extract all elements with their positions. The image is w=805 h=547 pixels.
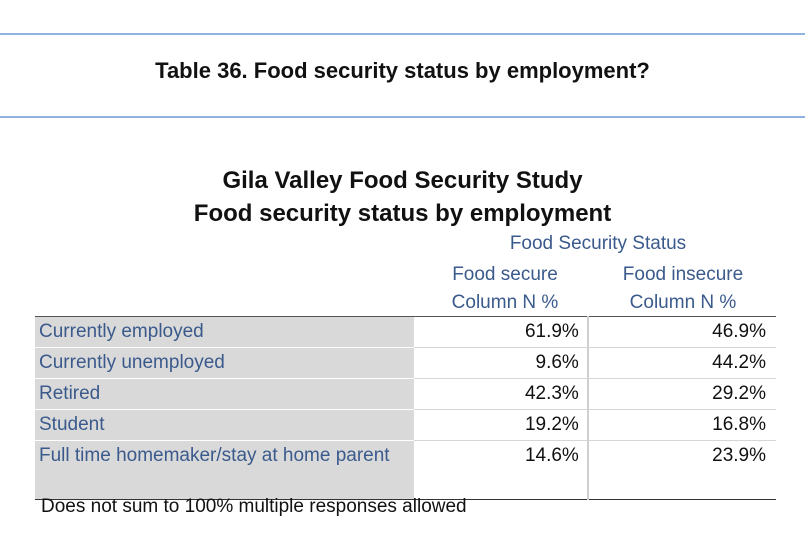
top-divider <box>0 33 805 35</box>
cell-food-insecure: 46.9% <box>588 317 776 348</box>
table-footnote: Does not sum to 100% multiple responses allowed <box>41 496 467 517</box>
cell-food-secure: 19.2% <box>414 410 587 441</box>
table-caption: Table 36. Food security status by employment? <box>155 58 650 83</box>
table-row <box>35 317 776 348</box>
column-sublabel: Column N % <box>451 292 559 313</box>
row-label: Retired <box>35 379 414 410</box>
column-header-food-insecure <box>591 261 775 317</box>
study-title <box>0 164 805 230</box>
table-row <box>35 410 776 441</box>
column-sublabel: Column N % <box>629 292 737 313</box>
row-label: Currently employed <box>35 317 414 348</box>
bottom-divider <box>0 116 805 118</box>
cell-food-secure: 14.6% <box>414 441 587 500</box>
table-row <box>35 379 776 410</box>
cell-food-secure: 61.9% <box>414 317 587 348</box>
column-header-food-secure <box>420 261 590 317</box>
column-label: Food secure <box>452 264 558 285</box>
crosstab-table <box>35 316 776 500</box>
cell-food-secure: 9.6% <box>414 348 587 379</box>
cell-food-insecure: 16.8% <box>588 410 776 441</box>
group-header: Food Security Status <box>509 233 687 254</box>
table-row <box>35 441 776 500</box>
row-label: Student <box>35 410 414 441</box>
cell-food-secure: 42.3% <box>414 379 587 410</box>
table-row <box>35 348 776 379</box>
row-label: Currently unemployed <box>35 348 414 379</box>
study-title-line2: Food security status by employment <box>193 200 612 227</box>
cell-food-insecure: 29.2% <box>588 379 776 410</box>
cell-food-insecure: 23.9% <box>588 441 776 500</box>
row-label: Full time homemaker/stay at home parent <box>35 441 414 500</box>
cell-food-insecure: 44.2% <box>588 348 776 379</box>
study-title-line1: Gila Valley Food Security Study <box>222 167 583 194</box>
column-label: Food insecure <box>622 264 744 285</box>
